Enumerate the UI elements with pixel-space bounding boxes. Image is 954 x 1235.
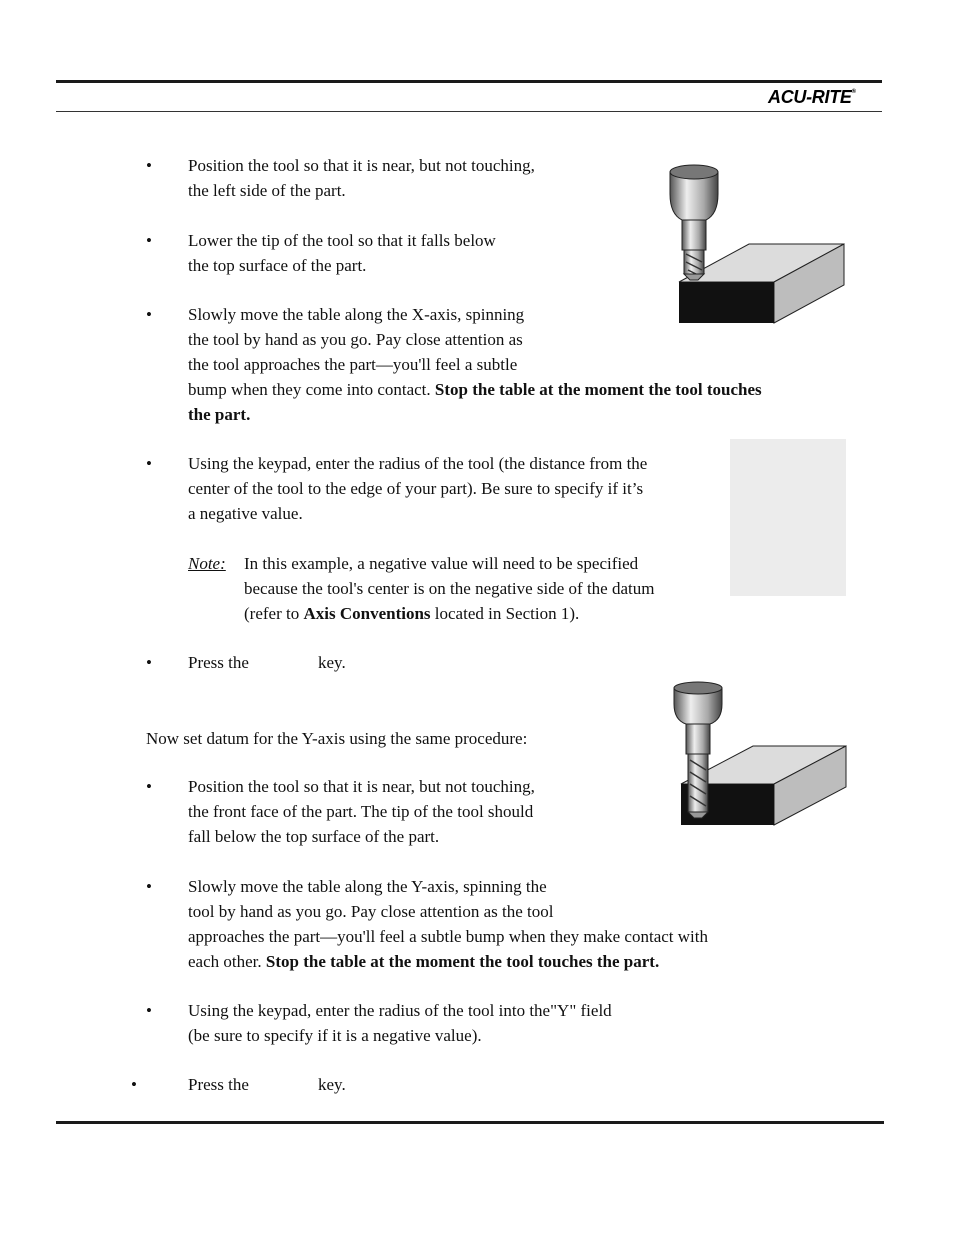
acu-rite-logo: ACU-RITE® xyxy=(768,87,856,107)
step-move-table-x: Slowly move the table along the X-axis, spinning the tool by hand as you go. Pay close attention as the tool approaches the part—you'll feel a subtle bump when they come into contact. Stop the table at the moment the tool touches the part. xyxy=(188,305,762,424)
key-text-2: key. xyxy=(318,1075,346,1094)
tool-holder-top xyxy=(670,165,718,179)
step-enter-radius: Using the keypad, enter the radius of the tool (the distance from the center of the tool to the edge of your part). Be sure to specify if it’s a negative value. xyxy=(188,454,648,523)
bullet-1: • xyxy=(146,156,152,175)
bullet-7: • xyxy=(146,877,152,896)
bullet-5: • xyxy=(146,653,152,672)
bullet-4: • xyxy=(146,454,152,473)
top-rule xyxy=(56,80,882,83)
tool-collar xyxy=(682,220,706,250)
press-key-text: Press the xyxy=(188,653,249,672)
tool-front-face-illustration xyxy=(668,680,854,830)
bottom-rule xyxy=(56,1121,884,1124)
press-key-text-2: Press the xyxy=(188,1075,249,1094)
step-lower-tool: Lower the tip of the tool so that it falls below the top surface of the part. xyxy=(188,231,496,275)
key-text: key. xyxy=(318,653,346,672)
note-text: In this example, a negative value will need to be specified because the tool's center is on the negative side of the datum (refer to Axis Conventions located in Section 1). xyxy=(244,554,655,623)
note-label: Note: xyxy=(188,554,226,573)
step-position-tool-left: Position the tool so that it is near, but not touching, the left side of the part. xyxy=(188,156,535,200)
step-move-table-y: Slowly move the table along the Y-axis, spinning the tool by hand as you go. Pay close attention as the tool approaches the part—you'll feel a subtle bump when they make contact with each other. Stop the table at the moment the tool touches the part. xyxy=(188,877,708,971)
step-enter-y-radius: Using the keypad, enter the radius of the tool into the"Y" field (be sure to specify if it is a negative value). xyxy=(188,1001,612,1045)
step-position-tool-front: Position the tool so that it is near, but not touching, the front face of the part. The tip of the tool should fall below the top surface of the part. xyxy=(188,777,535,846)
bullet-8: • xyxy=(146,1001,152,1020)
bullet-9: • xyxy=(131,1075,137,1094)
tool-shank xyxy=(688,754,708,812)
tool-collar xyxy=(686,724,710,754)
y-axis-intro: Now set datum for the Y-axis using the same procedure: xyxy=(146,729,528,748)
tool-holder-top xyxy=(674,682,722,694)
header-rule xyxy=(56,111,882,112)
bullet-3: • xyxy=(146,305,152,324)
bullet-6: • xyxy=(146,777,152,796)
bullet-2: • xyxy=(146,231,152,250)
sidebar-shaded-box xyxy=(730,439,846,596)
